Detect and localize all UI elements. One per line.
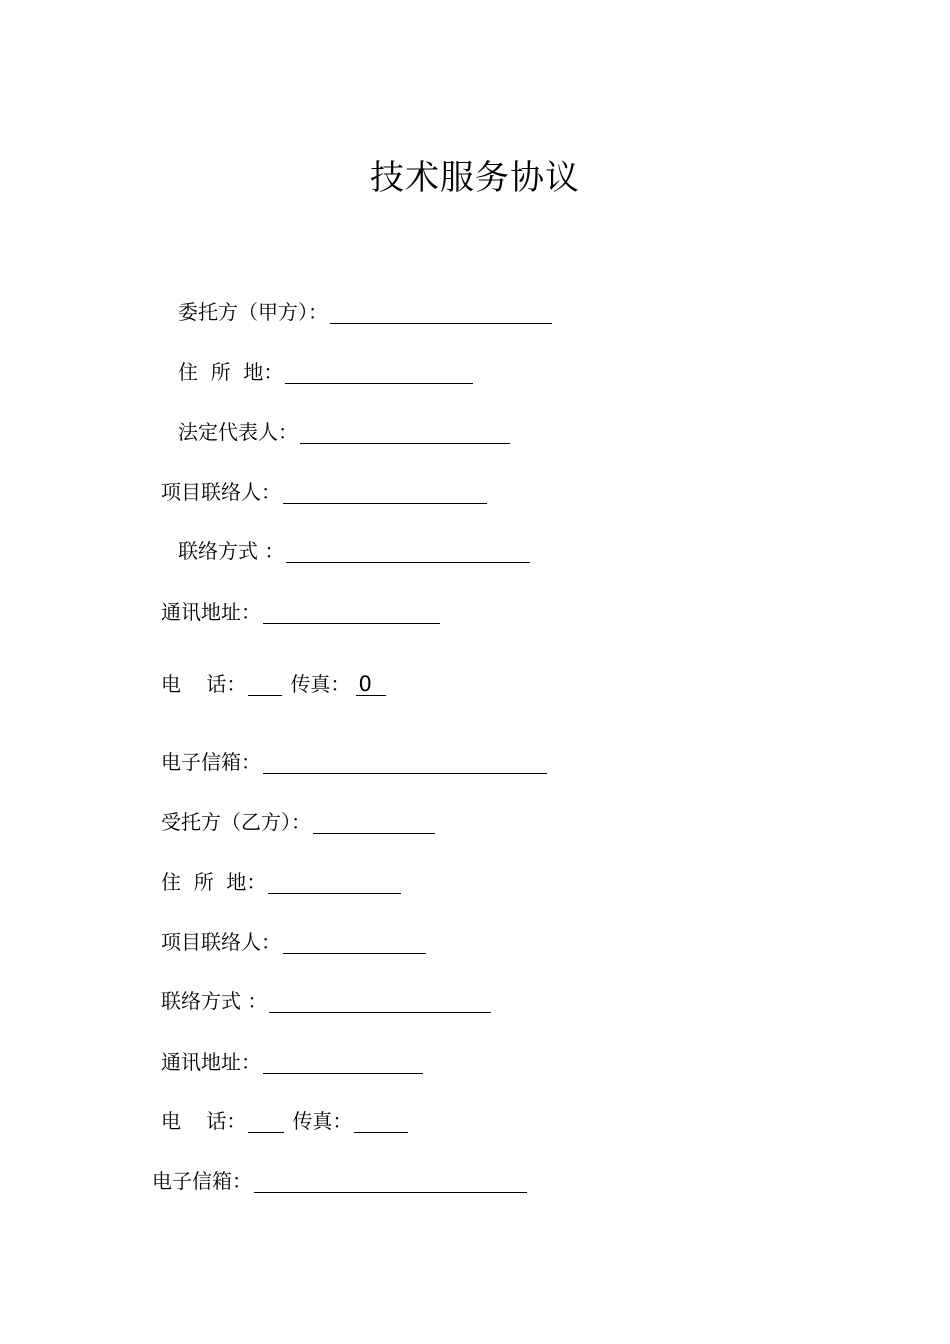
party-b-fax-field[interactable] xyxy=(354,1110,408,1133)
party-a-phone-field[interactable] xyxy=(248,673,282,696)
party-b-contact-person-row xyxy=(161,920,426,954)
party-b-fax-label: 传真： xyxy=(292,1109,353,1133)
party-b-address-row xyxy=(161,860,401,894)
party-b-email-row xyxy=(152,1159,527,1193)
party-a-contact-method-row xyxy=(178,529,530,563)
party-a-fax-field[interactable]: 0 xyxy=(356,673,386,696)
party-a-contact-person-label: 项目联络人： xyxy=(161,480,281,504)
party-a-mailing-address-row xyxy=(161,590,440,624)
party-b-mailing-address-label: 通讯地址： xyxy=(161,1050,261,1074)
party-b-mailing-address-field[interactable] xyxy=(263,1051,423,1074)
party-b-name-label: 受托方（乙方）： xyxy=(161,810,311,834)
document-title: 技术服务协议 xyxy=(370,158,580,198)
party-b-phone-fax-row xyxy=(161,1099,408,1133)
party-b-email-field[interactable] xyxy=(254,1170,527,1193)
party-a-legal-rep-field[interactable] xyxy=(300,421,510,444)
party-a-mailing-address-label: 通讯地址： xyxy=(161,600,261,624)
party-a-legal-rep-label: 法定代表人： xyxy=(178,420,298,444)
party-b-mailing-address-row xyxy=(161,1040,423,1074)
party-a-mailing-address-field[interactable] xyxy=(263,601,440,624)
party-b-phone-field[interactable] xyxy=(248,1110,284,1133)
party-a-phone-label: 电 话： xyxy=(161,672,247,696)
party-a-phone-fax-row xyxy=(161,662,386,696)
party-a-name-field[interactable] xyxy=(330,301,552,324)
party-b-address-label: 住 所 地： xyxy=(161,870,267,894)
party-a-contact-person-row xyxy=(161,470,487,504)
party-b-phone-label: 电 话： xyxy=(161,1109,247,1133)
party-b-contact-person-field[interactable] xyxy=(283,931,426,954)
party-a-name-label: 委托方（甲方）： xyxy=(178,300,328,324)
party-b-name-field[interactable] xyxy=(313,811,435,834)
party-b-email-label: 电子信箱： xyxy=(152,1169,252,1193)
party-a-email-field[interactable] xyxy=(263,751,547,774)
party-b-contact-method-label: 联络方式 ： xyxy=(161,989,268,1013)
party-a-contact-method-label: 联络方式 ： xyxy=(178,539,285,563)
party-a-email-label: 电子信箱： xyxy=(161,750,261,774)
party-a-contact-person-field[interactable] xyxy=(283,481,487,504)
party-a-name-row xyxy=(178,290,552,324)
party-a-address-label: 住 所 地： xyxy=(178,360,284,384)
party-b-contact-method-field[interactable] xyxy=(269,990,491,1013)
party-a-fax-label: 传真： xyxy=(290,672,351,696)
party-b-contact-method-row xyxy=(161,979,491,1013)
party-b-contact-person-label: 项目联络人： xyxy=(161,930,281,954)
party-a-address-row xyxy=(178,350,473,384)
party-a-address-field[interactable] xyxy=(285,361,473,384)
party-a-contact-method-field[interactable] xyxy=(286,540,530,563)
party-b-name-row xyxy=(161,800,435,834)
party-a-legal-rep-row xyxy=(178,410,510,444)
party-b-address-field[interactable] xyxy=(268,871,401,894)
party-a-email-row xyxy=(161,740,547,774)
